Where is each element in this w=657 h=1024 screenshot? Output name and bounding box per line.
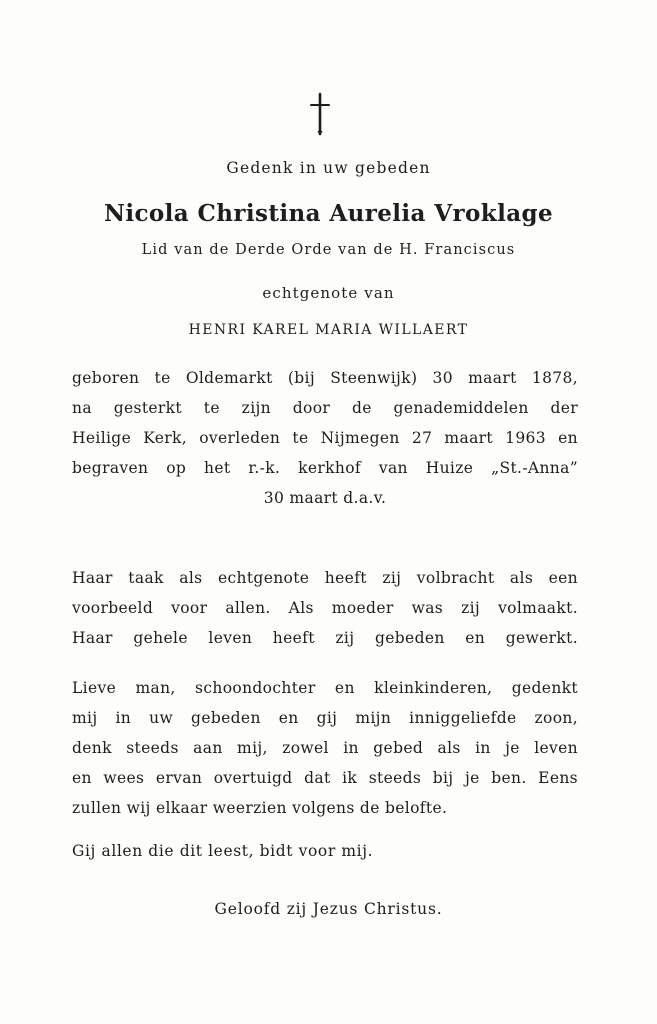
paragraph-line: denk steeds aan mij, zowel in gebed als in je leven	[72, 739, 578, 757]
paragraph-line: mij in uw gebeden en gij mijn inniggeliefde zoon,	[72, 709, 578, 727]
biography-line: Heilige Kerk, overleden te Nijmegen 27 maart 1963 en	[72, 429, 578, 447]
paragraph-line: en wees ervan overtuigd dat ik steeds bij je ben. Eens	[72, 769, 578, 787]
paragraph-line: Haar taak als echtgenote heeft zij volbracht als een	[72, 569, 578, 587]
paragraph-line: Lieve man, schoondochter en kleinkinderen, gedenkt	[72, 679, 578, 697]
cross-icon	[308, 92, 332, 136]
heading: Gedenk in uw gebeden	[226, 159, 431, 177]
order-membership: Lid van de Derde Orde van de H. Franciscus	[141, 242, 516, 258]
biography	[72, 363, 578, 513]
biography-line: na gesterkt te zijn door de genademiddelen der	[72, 399, 578, 417]
closing-line: Geloofd zij Jezus Christus.	[214, 900, 443, 918]
paragraph-tribute	[72, 563, 578, 653]
biography-line: geboren te Oldemarkt (bij Steenwijk) 30 maart 1878,	[72, 369, 578, 387]
spouse-name: HENRI KAREL MARIA WILLAERT	[188, 322, 469, 338]
paragraph-line: zullen wij elkaar weerzien volgens de belofte.	[72, 799, 448, 817]
paragraph-farewell	[72, 673, 578, 823]
paragraph-line: voorbeeld voor allen. Als moeder was zij volmaakt.	[72, 599, 578, 617]
biography-line: 30 maart d.a.v.	[263, 489, 387, 507]
paragraph-line: Haar gehele leven heeft zij gebeden en gewerkt.	[72, 629, 578, 647]
spouse-label: echtgenote van	[262, 284, 395, 302]
deceased-name: Nicola Christina Aurelia Vroklage	[103, 200, 554, 227]
biography-line: begraven op het r.-k. kerkhof van Huize „St.-Anna”	[72, 459, 578, 477]
final-request: Gij allen die dit leest, bidt voor mij.	[72, 842, 374, 860]
